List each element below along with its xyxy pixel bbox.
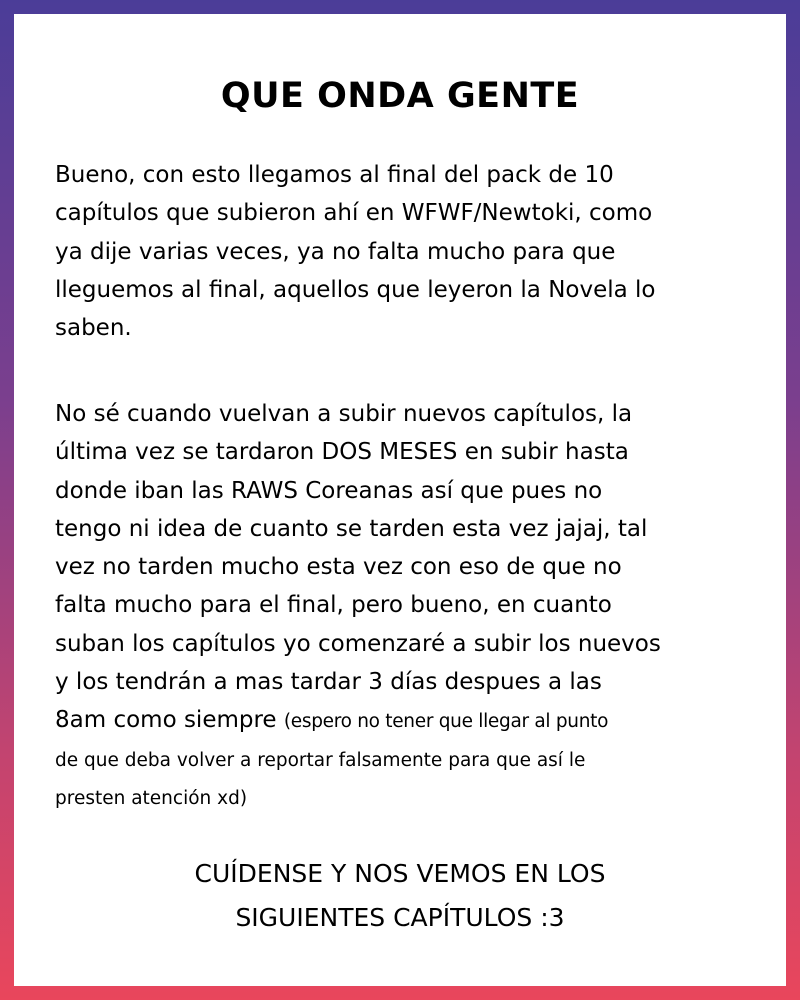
paragraph-2-line: suban los capítulos yo comenzaré a subir los nuevos bbox=[55, 630, 661, 657]
paragraph-2-line: falta mucho para el final, pero bueno, en cuanto bbox=[55, 592, 612, 619]
page-title: QUE ONDA GENTE bbox=[220, 76, 580, 116]
paragraph-1-line: Bueno, con esto llegamos al final del pack de 10 bbox=[55, 162, 614, 188]
parenthetical-note-line: de que deba volver a reportar falsamente para que así le bbox=[55, 749, 586, 771]
paragraph-2-line: y los tendrán a mas tardar 3 días despues a las bbox=[55, 669, 602, 696]
closing-line: CUÍDENSE Y NOS VEMOS EN LOS bbox=[194, 859, 606, 888]
paragraph-2-line: No sé cuando vuelvan a subir nuevos capítulos, la bbox=[55, 401, 633, 427]
paragraph-1-line: saben. bbox=[55, 315, 132, 342]
note-panel bbox=[14, 14, 786, 986]
paragraph-2-mixed-line bbox=[55, 701, 755, 741]
parenthetical-note: (espero no tener que llegar al punto bbox=[283, 711, 609, 733]
paragraph-2-line: donde iban las RAWS Coreanas así que pues no bbox=[55, 477, 603, 504]
paragraph-1 bbox=[55, 156, 755, 347]
closing-line: SIGUIENTES CAPÍTULOS :3 bbox=[235, 903, 565, 932]
paragraph-1-line: ya dije varias veces, ya no falta mucho para que bbox=[55, 238, 616, 265]
paragraph-1-line: lleguemos al final, aquellos que leyeron la Novela lo bbox=[55, 276, 656, 303]
paragraph-1-line: capítulos que subieron ahí en WFWF/Newtoki, como bbox=[55, 200, 653, 227]
paragraph-2-line-main: 8am como siempre bbox=[55, 707, 284, 734]
parenthetical-note-line: presten atención xd) bbox=[55, 787, 248, 809]
paragraph-2-line: vez no tarden mucho esta vez con eso de que no bbox=[55, 554, 622, 581]
paragraph-2 bbox=[55, 395, 755, 818]
closing-message bbox=[14, 852, 786, 940]
paragraph-2-line: última vez se tardaron DOS MESES en subir hasta bbox=[55, 439, 629, 466]
paragraph-2-line: tengo ni idea de cuanto se tarden esta vez jajaj, tal bbox=[55, 515, 648, 542]
